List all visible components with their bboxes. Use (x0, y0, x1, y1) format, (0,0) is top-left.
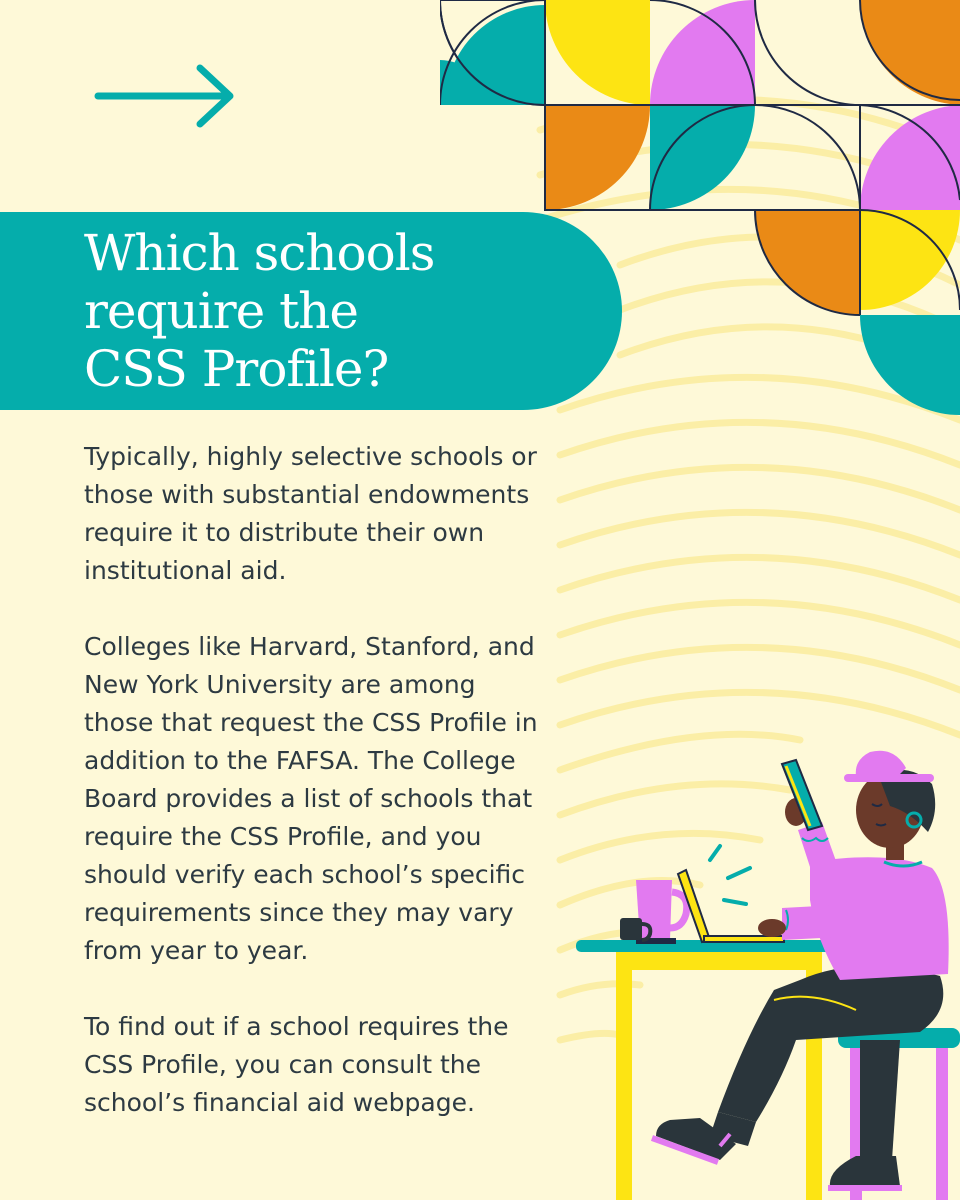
text-line: require it to distribute their own (84, 518, 485, 547)
text-line: Typically, highly selective schools or (84, 442, 537, 471)
text-line: school’s financial aid webpage. (84, 1088, 475, 1117)
text-line: To find out if a school requires the (84, 1012, 509, 1041)
text-line: from year to year. (84, 936, 309, 965)
text-line: require the CSS Profile, and you (84, 822, 482, 851)
text-line: those that request the CSS Profile in (84, 708, 538, 737)
title-line: Which schools (84, 224, 435, 282)
student-reading-at-laptop-illustration (560, 740, 960, 1200)
title-line: require the (84, 282, 358, 340)
text-line: Board provides a list of schools that (84, 784, 533, 813)
text-line: those with substantial endowments (84, 480, 530, 509)
text-line: CSS Profile, you can consult the (84, 1050, 481, 1079)
text-line: requirements since they may vary (84, 898, 514, 927)
text-line: institutional aid. (84, 556, 287, 585)
text-line: New York University are among (84, 670, 476, 699)
body-text (84, 438, 624, 1160)
arrow-right-icon (92, 62, 242, 132)
paragraph-3 (84, 1008, 624, 1122)
paragraph-2 (84, 628, 624, 970)
text-line: should verify each school’s specific (84, 860, 526, 889)
text-line: Colleges like Harvard, Stanford, and (84, 632, 535, 661)
page-title (84, 224, 584, 398)
paragraph-1 (84, 438, 624, 590)
text-line: addition to the FAFSA. The College (84, 746, 516, 775)
title-line: CSS Profile? (84, 340, 389, 398)
